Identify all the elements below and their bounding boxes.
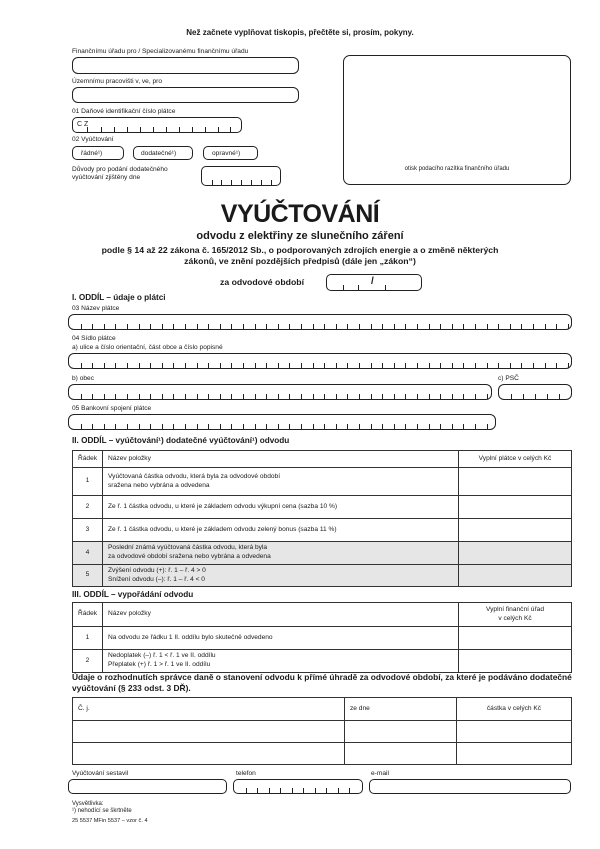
period-ticks	[327, 285, 421, 290]
col-office-line: Vyplní finanční úřad	[485, 605, 545, 613]
row-text-line: Zvýšení odvodu (+): ř. 1 – ř. 4 > 0	[108, 567, 206, 574]
comb-tick	[510, 324, 511, 329]
comb-tick	[104, 324, 105, 329]
comb-tick	[104, 363, 105, 368]
table-row	[73, 650, 572, 673]
comb-tick	[359, 363, 360, 368]
comb-tick	[371, 424, 372, 429]
table-row	[73, 743, 572, 765]
row-text	[103, 542, 459, 565]
row-number: 4	[73, 542, 103, 565]
comb-tick	[173, 363, 174, 368]
col-office-line: v celých Kč	[498, 614, 532, 622]
dic-prefix: C Z	[77, 121, 89, 128]
comb-tick	[405, 324, 406, 329]
comb-tick	[280, 788, 281, 793]
option-regular-label: řádné¹)	[81, 150, 103, 157]
comb-tick	[498, 363, 499, 368]
comb-tick	[510, 363, 511, 368]
comb-tick	[266, 394, 267, 399]
row-text	[103, 565, 459, 587]
option-regular[interactable]	[72, 146, 124, 160]
comb-tick	[289, 363, 290, 368]
col-item: Název položky	[103, 451, 459, 468]
comb-tick	[231, 394, 232, 399]
comb-tick	[243, 363, 244, 368]
row-value-cell[interactable]	[459, 627, 572, 650]
comb-tick	[359, 394, 360, 399]
comb-tick	[92, 424, 93, 429]
comb-tick	[556, 324, 557, 329]
section3-heading: III. ODDÍL – vypořádání odvodu	[72, 590, 194, 599]
comb-tick	[220, 424, 221, 429]
phone-ticks	[234, 788, 362, 793]
comb-tick	[278, 394, 279, 399]
comb-tick	[255, 394, 256, 399]
comb-tick	[313, 363, 314, 368]
comb-tick	[127, 394, 128, 399]
comb-tick	[336, 394, 337, 399]
comb-tick	[197, 424, 198, 429]
comb-tick	[278, 424, 279, 429]
cell-input[interactable]	[73, 721, 345, 743]
comb-tick	[150, 394, 151, 399]
row-text-line: Přeplatek (+) ř. 1 > ř. 1 ve II. oddílu	[108, 661, 211, 668]
cell-input[interactable]	[345, 721, 457, 743]
comb-tick	[440, 324, 441, 329]
option-supplementary[interactable]	[133, 146, 193, 160]
comb-tick	[104, 394, 105, 399]
col-reference: Č. j.	[73, 698, 345, 721]
comb-tick	[347, 363, 348, 368]
comb-tick	[568, 324, 569, 329]
comb-tick	[301, 324, 302, 329]
comb-tick	[150, 363, 151, 368]
comb-tick	[382, 424, 383, 429]
row-number: 3	[73, 519, 103, 542]
comb-tick	[162, 424, 163, 429]
comb-tick	[359, 324, 360, 329]
comb-tick	[301, 363, 302, 368]
payer-name-ticks	[69, 324, 571, 329]
comb-tick	[301, 424, 302, 429]
comb-tick	[115, 424, 116, 429]
cell-input[interactable]	[457, 721, 572, 743]
reasons-label: Důvody pro podání dodatečného vyúčtování zjištěny dne	[72, 166, 168, 181]
row-text: Ze ř. 1 částka odvodu, u které je základem odvodu výkupní cena (sazba 10 %)	[103, 496, 459, 519]
comb-tick	[197, 324, 198, 329]
comb-tick	[81, 363, 82, 368]
comb-tick	[127, 363, 128, 368]
comb-tick	[405, 424, 406, 429]
comb-tick	[371, 324, 372, 329]
payer-name-label: 03 Název plátce	[72, 305, 120, 312]
row-number: 2	[73, 496, 103, 519]
comb-tick	[185, 363, 186, 368]
bank-field[interactable]	[68, 414, 496, 430]
stamp-label: otisk podacího razítka finančního úřadu	[404, 166, 510, 172]
comb-tick	[162, 363, 163, 368]
comb-tick	[139, 394, 140, 399]
comb-tick	[303, 788, 304, 793]
bank-ticks	[69, 424, 495, 429]
row-text: Na odvodu ze řádku 1 II. oddílu bylo skutečně odvedeno	[103, 627, 459, 650]
city-field[interactable]	[68, 384, 492, 400]
comb-tick	[487, 394, 488, 399]
comb-tick	[440, 394, 441, 399]
comb-tick	[81, 324, 82, 329]
row-number: 5	[73, 565, 103, 587]
comb-tick	[324, 324, 325, 329]
comb-tick	[336, 363, 337, 368]
comb-tick	[220, 363, 221, 368]
comb-tick	[278, 363, 279, 368]
comb-tick	[313, 394, 314, 399]
comb-tick	[429, 324, 430, 329]
comb-tick	[349, 788, 350, 793]
comb-tick	[185, 394, 186, 399]
comb-tick	[452, 394, 453, 399]
cell-input[interactable]	[73, 743, 345, 765]
comb-tick	[197, 394, 198, 399]
email-field[interactable]	[369, 779, 571, 794]
comb-tick	[243, 394, 244, 399]
comb-tick	[104, 424, 105, 429]
comb-tick	[92, 363, 93, 368]
email-label: e-mail	[371, 770, 389, 777]
cell-input[interactable]	[345, 743, 457, 765]
comb-tick	[289, 394, 290, 399]
table-row	[73, 565, 572, 587]
col-office	[459, 603, 572, 627]
table-row	[73, 519, 572, 542]
comb-tick	[185, 324, 186, 329]
comb-tick	[313, 424, 314, 429]
comb-tick	[463, 324, 464, 329]
dic-ticks	[73, 127, 241, 132]
comb-tick	[162, 324, 163, 329]
comb-tick	[417, 394, 418, 399]
row-value-cell[interactable]	[459, 496, 572, 519]
comb-tick	[81, 424, 82, 429]
col-payer: Vyplní plátce v celých Kč	[459, 451, 572, 468]
instruction-text: Než začnete vyplňovat tiskopis, přečtěte si, prosím, pokyny.	[186, 28, 414, 37]
option-corrective-label: opravné¹)	[212, 150, 241, 157]
comb-tick	[266, 424, 267, 429]
row-text-line: Snížení odvodu (–): ř. 1 – ř. 4 < 0	[108, 575, 205, 583]
comb-tick	[243, 424, 244, 429]
street-field[interactable]	[68, 353, 572, 369]
table-row	[73, 627, 572, 650]
comb-tick	[173, 394, 174, 399]
comb-tick	[336, 424, 337, 429]
comb-tick	[371, 394, 372, 399]
row-text-line: Nedoplatek (–) ř. 1 < ř. 1 ve II. oddílu	[108, 652, 216, 660]
comb-tick	[405, 363, 406, 368]
comb-tick	[429, 394, 430, 399]
comb-tick	[440, 363, 441, 368]
comb-tick	[405, 394, 406, 399]
comb-tick	[545, 363, 546, 368]
city-label: b) obec	[72, 375, 94, 382]
comb-tick	[521, 363, 522, 368]
comb-tick	[255, 324, 256, 329]
comb-tick	[452, 424, 453, 429]
comb-tick	[371, 363, 372, 368]
comb-tick	[301, 394, 302, 399]
comb-tick	[394, 424, 395, 429]
comb-tick	[278, 324, 279, 329]
accounting-label: 02 Vyúčtování	[72, 136, 114, 143]
comb-tick	[139, 324, 140, 329]
branch-label: Územnímu pracovišti v, ve, pro	[72, 78, 163, 85]
comb-tick	[115, 363, 116, 368]
section1-heading: I. ODDÍL – údaje o plátci	[72, 293, 166, 302]
prepared-field[interactable]	[68, 779, 227, 794]
comb-tick	[127, 324, 128, 329]
comb-tick	[92, 394, 93, 399]
table-row	[73, 468, 572, 496]
period-label: za odvodové období	[220, 277, 304, 287]
section2-table	[72, 450, 572, 587]
section3-header-row	[73, 603, 572, 627]
reasons-date-ticks	[202, 180, 280, 185]
comb-tick	[498, 324, 499, 329]
comb-tick	[336, 324, 337, 329]
phone-label: telefon	[236, 770, 256, 777]
row-value-cell[interactable]	[459, 650, 572, 673]
comb-tick	[266, 324, 267, 329]
comb-tick	[266, 363, 267, 368]
payer-seat-label: 04 Sídlo plátce	[72, 335, 116, 342]
row-text: Ze ř. 1 částka odvodu, u které je základem odvodu zelený bonus (sazba 11 %)	[103, 519, 459, 542]
notes-label: Vysvětlivka:	[72, 801, 104, 807]
comb-tick	[81, 394, 82, 399]
comb-tick	[231, 363, 232, 368]
row-value-cell[interactable]	[459, 468, 572, 496]
section2-heading: II. ODDÍL – vyúčtování¹) dodatečné vyúčtování¹) odvodu	[72, 436, 290, 445]
row-number: 1	[73, 627, 103, 650]
table-row	[73, 542, 572, 565]
comb-tick	[324, 363, 325, 368]
form-title: VYÚČTOVÁNÍ	[220, 200, 380, 228]
cell-input[interactable]	[457, 743, 572, 765]
row-value-cell[interactable]	[459, 519, 572, 542]
comb-tick	[324, 394, 325, 399]
form-code: 25 5537 MFin 5537 – vzor č. 4	[72, 818, 148, 824]
comb-tick	[243, 324, 244, 329]
comb-tick	[269, 788, 270, 793]
comb-tick	[463, 363, 464, 368]
comb-tick	[92, 324, 93, 329]
comb-tick	[475, 324, 476, 329]
table-row	[73, 721, 572, 743]
comb-tick	[521, 324, 522, 329]
row-text	[103, 650, 459, 673]
comb-tick	[173, 424, 174, 429]
comb-tick	[382, 394, 383, 399]
period-separator: /	[371, 276, 374, 287]
col-date: ze dne	[345, 698, 457, 721]
row-value-cell	[459, 542, 572, 565]
comb-tick	[289, 424, 290, 429]
comb-tick	[417, 424, 418, 429]
row-number: 1	[73, 468, 103, 496]
section3-table	[72, 602, 572, 673]
comb-tick	[429, 424, 430, 429]
comb-tick	[394, 394, 395, 399]
comb-tick	[338, 788, 339, 793]
comb-tick	[347, 324, 348, 329]
row-value-cell	[459, 565, 572, 587]
comb-tick	[394, 363, 395, 368]
street-ticks	[69, 363, 571, 368]
branch-field[interactable]	[72, 87, 299, 103]
reasons-date-field[interactable]	[201, 166, 281, 186]
comb-tick	[173, 324, 174, 329]
city-ticks	[69, 394, 491, 399]
comb-tick	[568, 363, 569, 368]
comb-tick	[315, 788, 316, 793]
comb-tick	[533, 363, 534, 368]
comb-tick	[463, 394, 464, 399]
comb-tick	[257, 788, 258, 793]
comb-tick	[359, 424, 360, 429]
comb-tick	[208, 424, 209, 429]
comb-tick	[208, 394, 209, 399]
comb-tick	[220, 324, 221, 329]
comb-tick	[246, 788, 247, 793]
comb-tick	[185, 424, 186, 429]
comb-tick	[208, 324, 209, 329]
comb-tick	[475, 424, 476, 429]
col-amount: částka v celých Kč	[457, 698, 572, 721]
row-text-line: Vyúčtovaná částka odvodu, která byla za odvodové období	[108, 472, 281, 480]
comb-tick	[475, 363, 476, 368]
comb-tick	[452, 363, 453, 368]
comb-tick	[139, 424, 140, 429]
section2-header-row	[73, 451, 572, 468]
comb-tick	[115, 394, 116, 399]
psc-field[interactable]	[498, 384, 572, 400]
street-label: a) ulice a číslo orientační, část obce a číslo popisné	[72, 344, 223, 351]
period-field[interactable]	[326, 274, 422, 291]
dic-field[interactable]	[72, 117, 242, 133]
comb-tick	[556, 363, 557, 368]
row-text	[103, 468, 459, 496]
comb-tick	[382, 324, 383, 329]
row-text-line: za odvodové období sražena nebo vybrána a odvedena	[108, 553, 271, 560]
form-subtitle: odvodu z elektřiny ze slunečního záření	[196, 230, 404, 242]
option-corrective[interactable]	[203, 146, 258, 160]
dic-label: 01 Daňové identifikační číslo plátce	[72, 108, 176, 115]
row-number: 2	[73, 650, 103, 673]
phone-field[interactable]	[233, 779, 363, 794]
psc-ticks	[499, 394, 571, 399]
stamp-box	[343, 55, 571, 185]
table-row	[73, 496, 572, 519]
comb-tick	[150, 324, 151, 329]
comb-tick	[347, 394, 348, 399]
comb-tick	[347, 424, 348, 429]
comb-tick	[417, 363, 418, 368]
comb-tick	[382, 363, 383, 368]
comb-tick	[463, 424, 464, 429]
comb-tick	[313, 324, 314, 329]
bank-label: 05 Bankovní spojení plátce	[72, 405, 152, 412]
office-field[interactable]	[72, 57, 299, 74]
comb-tick	[475, 394, 476, 399]
comb-tick	[127, 424, 128, 429]
comb-tick	[139, 363, 140, 368]
decision-table	[72, 697, 572, 765]
comb-tick	[208, 363, 209, 368]
row-text-line: sražena nebo vybrána a odvedena	[108, 481, 210, 489]
comb-tick	[533, 324, 534, 329]
col-row: Řádek	[73, 451, 103, 468]
comb-tick	[220, 394, 221, 399]
note-1: ¹) nehodící se škrtněte	[72, 808, 132, 814]
comb-tick	[417, 324, 418, 329]
comb-tick	[231, 424, 232, 429]
comb-tick	[289, 324, 290, 329]
comb-tick	[292, 788, 293, 793]
comb-tick	[487, 324, 488, 329]
comb-tick	[150, 424, 151, 429]
col-item: Název položky	[103, 603, 459, 627]
col-row: Řádek	[73, 603, 103, 627]
law-reference: podle § 14 až 22 zákona č. 165/2012 Sb., o podporovaných zdrojích energie a o změně některých zákonů, ve znění pozdějších předpisů (dále jen „zákon“)	[101, 245, 499, 267]
payer-name-field[interactable]	[68, 314, 572, 330]
prepared-label: Vyúčtování sestavil	[72, 770, 129, 777]
comb-tick	[394, 324, 395, 329]
comb-tick	[545, 324, 546, 329]
comb-tick	[429, 363, 430, 368]
office-label: Finančnímu úřadu pro / Specializovanému finančnímu úřadu	[72, 48, 249, 55]
comb-tick	[326, 788, 327, 793]
comb-tick	[452, 324, 453, 329]
comb-tick	[115, 324, 116, 329]
comb-tick	[487, 363, 488, 368]
comb-tick	[255, 424, 256, 429]
psc-label: c) PSČ	[498, 375, 519, 382]
comb-tick	[487, 424, 488, 429]
comb-tick	[440, 424, 441, 429]
decision-heading: Údaje o rozhodnutích správce daně o stanovení odvodu k přímé úhradě za odvodové období, za které je podáváno dodatečné vyúčtování (§ 233 odst. 3 DŘ).	[72, 672, 572, 693]
comb-tick	[255, 363, 256, 368]
comb-tick	[324, 424, 325, 429]
comb-tick	[162, 394, 163, 399]
option-supplementary-label: dodatečné¹)	[141, 150, 177, 157]
row-text-line: Poslední známá vyúčtovaná částka odvodu, která byla	[108, 544, 268, 552]
comb-tick	[197, 363, 198, 368]
comb-tick	[231, 324, 232, 329]
decision-header-row	[73, 698, 572, 721]
